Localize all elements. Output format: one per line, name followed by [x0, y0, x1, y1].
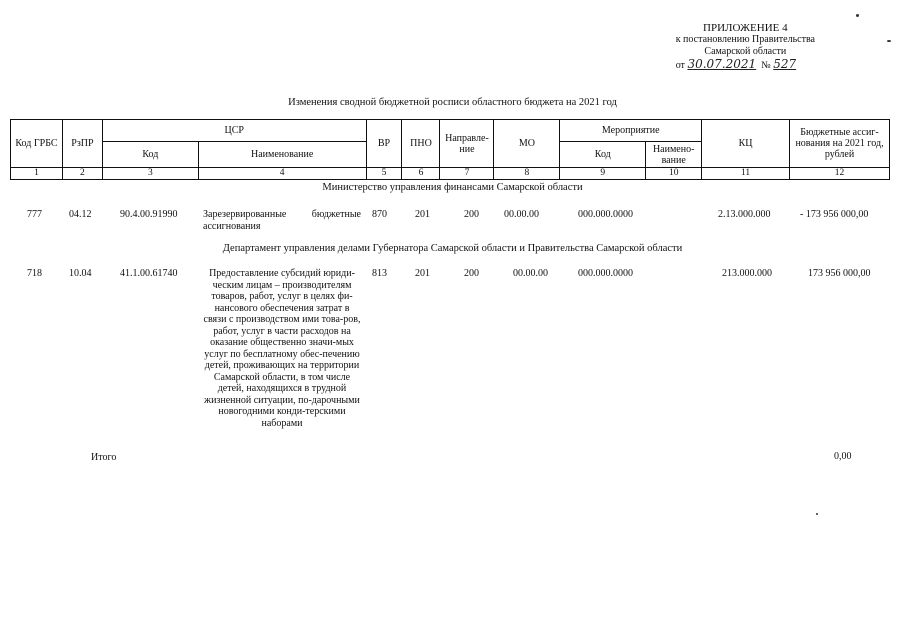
cell-csr: 90.4.00.91990 — [120, 209, 178, 220]
column-number: 8 — [494, 168, 560, 180]
cell-grbs: 777 — [27, 209, 42, 220]
header-vr: ВР — [366, 120, 402, 168]
column-number: 4 — [198, 168, 366, 180]
cell-kc: 2.13.000.000 — [718, 209, 771, 220]
from-label: от — [675, 60, 685, 71]
header-csr-kod: Код — [102, 142, 198, 168]
header-napr: Направле-ние — [440, 120, 494, 168]
cell-amount: 173 956 000,00 — [808, 268, 871, 279]
header-csr: ЦСР — [102, 120, 366, 142]
header-csr-name: Наименование — [198, 142, 366, 168]
total-amount: 0,00 — [834, 451, 852, 462]
cell-napr: 200 — [464, 209, 479, 220]
header-meropr-kod: Код — [560, 142, 646, 168]
header-kc: КЦ — [702, 120, 790, 168]
cell-kc: 213.000.000 — [722, 268, 772, 279]
section-heading: Департамент управления делами Губернатора Самарской области и Правительства Самарской области — [222, 243, 683, 254]
scan-speck — [816, 513, 818, 515]
column-number: 10 — [646, 168, 702, 180]
cell-mo: 00.00.00 — [504, 209, 539, 220]
scan-speck — [856, 14, 859, 17]
document-title: Изменения сводной бюджетной росписи областного бюджета на 2021 год — [288, 97, 617, 108]
annex-block — [676, 22, 815, 72]
column-number: 9 — [560, 168, 646, 180]
section-heading: Министерство управления финансами Самарской области — [322, 182, 583, 193]
column-number: 6 — [402, 168, 440, 180]
column-number: 3 — [102, 168, 198, 180]
annex-heading: ПРИЛОЖЕНИЕ 4 — [703, 22, 788, 34]
cell-grbs: 718 — [27, 268, 42, 279]
handwritten-date: 30.07.2021 — [687, 57, 757, 71]
cell-csr: 41.1.00.61740 — [120, 268, 178, 279]
header-table — [10, 119, 890, 180]
cell-rzpr: 04.12 — [69, 209, 92, 220]
column-number: 7 — [440, 168, 494, 180]
number-label: № — [761, 60, 771, 71]
cell-mo: 00.00.00 — [513, 268, 548, 279]
annex-date-line — [676, 58, 815, 72]
cell-name: Предоставление субсидий юриди-ческим лицам – производителям товаров, работ, услуг в целях фи-нансового обеспечения затрат в связи с производством ими това-ров, работ, услуг в части расходов на оказание общественно значи-мых услуг по бесплатному обес-печению детей, проживающих на территории Самарской области, в том числе детей, находящихся в трудной жизненной ситуации, по-дарочными новогодними конди-терскими наборами — [203, 268, 361, 429]
column-number: 11 — [702, 168, 790, 180]
column-number: 2 — [62, 168, 102, 180]
scan-speck — [887, 40, 891, 42]
cell-napr: 200 — [464, 268, 479, 279]
column-number: 1 — [11, 168, 63, 180]
annex-line-2: Самарской области — [704, 46, 787, 57]
column-number: 12 — [790, 168, 890, 180]
header-rzpr: РзПР — [62, 120, 102, 168]
header-kod-grbs: Код ГРБС — [11, 120, 63, 168]
header-meropr-name: Наимено-вание — [646, 142, 702, 168]
cell-meropr-kod: 000.000.0000 — [578, 268, 633, 279]
annex-line-1: к постановлению Правительства — [675, 34, 815, 45]
handwritten-number: 527 — [773, 57, 797, 71]
cell-pno: 201 — [415, 209, 430, 220]
column-number-row — [11, 168, 890, 180]
header-mo: МО — [494, 120, 560, 168]
cell-amount: - 173 956 000,00 — [800, 209, 869, 220]
column-number: 5 — [366, 168, 402, 180]
cell-pno: 201 — [415, 268, 430, 279]
cell-vr: 870 — [372, 209, 387, 220]
cell-vr: 813 — [372, 268, 387, 279]
total-label: Итого — [91, 452, 117, 463]
cell-name: Зарезервированные бюджетные ассигнования — [203, 209, 361, 232]
header-budget: Бюджетные ассиг-нования на 2021 год, рублей — [790, 120, 890, 168]
header-pno: ПНО — [402, 120, 440, 168]
header-meropr: Мероприятие — [560, 120, 702, 142]
cell-rzpr: 10.04 — [69, 268, 92, 279]
cell-meropr-kod: 000.000.0000 — [578, 209, 633, 220]
